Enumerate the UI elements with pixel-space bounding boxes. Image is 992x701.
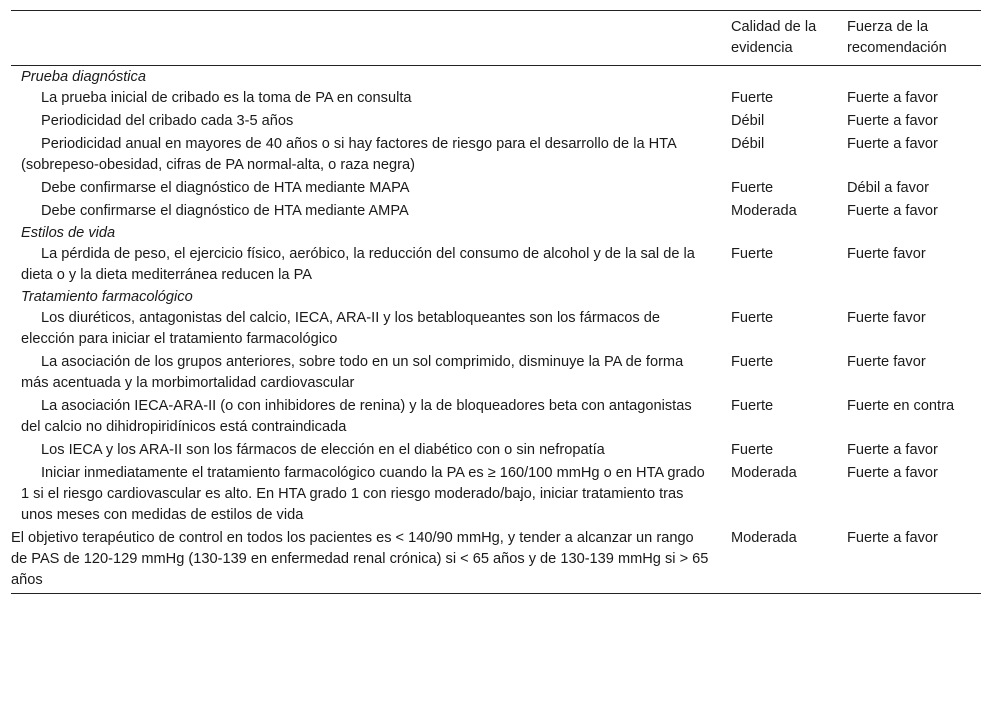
row-quality: Débil — [731, 136, 765, 152]
row-text: La pérdida de peso, el ejercicio físico, aeróbico, la reducción del consumo de alcohol y de la sal de la dieta o y la dieta mediterránea reducen la PA — [21, 246, 695, 283]
table-row — [11, 440, 981, 461]
row-text: Debe confirmarse el diagnóstico de HTA mediante AMPA — [41, 203, 409, 219]
section-title: Tratamiento farmacológico — [21, 289, 193, 305]
header-strength: Fuerza de la recomendación — [847, 19, 947, 56]
recommendations-table — [11, 10, 981, 594]
row-quality: Débil — [731, 113, 765, 129]
row-strength: Fuerte a favor — [847, 442, 938, 458]
row-strength: Débil a favor — [847, 180, 929, 196]
table-row — [11, 88, 981, 109]
row-text: El objetivo terapéutico de control en todos los pacientes es < 140/90 mmHg, y tender a alcanzar un rango de PAS de 120-129 mmHg (130-139 en enfermedad renal crónica) si < 65 años y de 130-139 mmHg si > 65 años — [11, 530, 709, 588]
table-row — [11, 244, 981, 286]
row-quality: Fuerte — [731, 310, 774, 326]
row-quality: Fuerte — [731, 180, 774, 196]
row-strength: Fuerte a favor — [847, 530, 938, 546]
row-quality: Fuerte — [731, 398, 774, 414]
table-row — [11, 463, 981, 526]
row-strength: Fuerte favor — [847, 246, 926, 262]
row-quality: Moderada — [731, 465, 797, 481]
row-text: Periodicidad del cribado cada 3-5 años — [41, 113, 294, 129]
row-text: Iniciar inmediatamente el tratamiento farmacológico cuando la PA es ≥ 160/100 mmHg o en HTA grado 1 si el riesgo cardiovascular es alto. En HTA grado 1 con riesgo moderado/bajo, iniciar tratamiento tras unos meses con medidas de estilos de vida — [21, 465, 705, 523]
section-heading-diagnostic — [11, 66, 981, 88]
row-strength: Fuerte a favor — [847, 90, 938, 106]
section-heading-pharmacological — [11, 286, 981, 308]
row-text: Los IECA y los ARA-II son los fármacos de elección en el diabético con o sin nefropatía — [41, 442, 605, 458]
row-text: Debe confirmarse el diagnóstico de HTA mediante MAPA — [41, 180, 410, 196]
row-quality: Fuerte — [731, 90, 774, 106]
header-col1 — [11, 17, 731, 59]
table-row — [11, 178, 981, 199]
row-quality: Fuerte — [731, 354, 774, 370]
section-title: Estilos de vida — [21, 225, 116, 241]
row-strength: Fuerte en contra — [847, 398, 955, 414]
row-strength: Fuerte favor — [847, 310, 926, 326]
section-heading-lifestyle — [11, 222, 981, 244]
table-row — [11, 201, 981, 222]
row-strength: Fuerte favor — [847, 354, 926, 370]
section-title: Prueba diagnóstica — [21, 69, 146, 85]
row-text: La asociación de los grupos anteriores, sobre todo en un sol comprimido, disminuye la PA de forma más acentuada y la morbimortalidad cardiovascular — [21, 354, 684, 391]
row-strength: Fuerte a favor — [847, 136, 938, 152]
table-row — [11, 308, 981, 350]
table-row-final — [11, 528, 981, 591]
row-strength: Fuerte a favor — [847, 113, 938, 129]
table-row — [11, 111, 981, 132]
table-row — [11, 352, 981, 394]
row-strength: Fuerte a favor — [847, 203, 938, 219]
table-bottom-rule — [11, 593, 981, 594]
row-quality: Fuerte — [731, 442, 774, 458]
row-strength: Fuerte a favor — [847, 465, 938, 481]
row-quality: Moderada — [731, 203, 797, 219]
row-text: Los diuréticos, antagonistas del calcio, IECA, ARA-II y los betabloqueantes son los fármacos de elección para iniciar el tratamiento farmacológico — [21, 310, 660, 347]
row-text: La asociación IECA-ARA-II (o con inhibidores de renina) y la de bloqueadores beta con antagonistas del calcio no dihidropiridínicos está contraindicada — [21, 398, 692, 435]
row-text: Periodicidad anual en mayores de 40 años o si hay factores de riesgo para el desarrollo de la HTA (sobrepeso-obesidad, cifras de PA normal-alta, o raza negra) — [21, 136, 676, 173]
table-row — [11, 396, 981, 438]
header-quality: Calidad de la evidencia — [731, 19, 817, 56]
row-quality: Fuerte — [731, 246, 774, 262]
table-header-row — [11, 11, 981, 65]
table-row — [11, 134, 981, 176]
row-text: La prueba inicial de cribado es la toma de PA en consulta — [41, 90, 412, 106]
row-quality: Moderada — [731, 530, 797, 546]
